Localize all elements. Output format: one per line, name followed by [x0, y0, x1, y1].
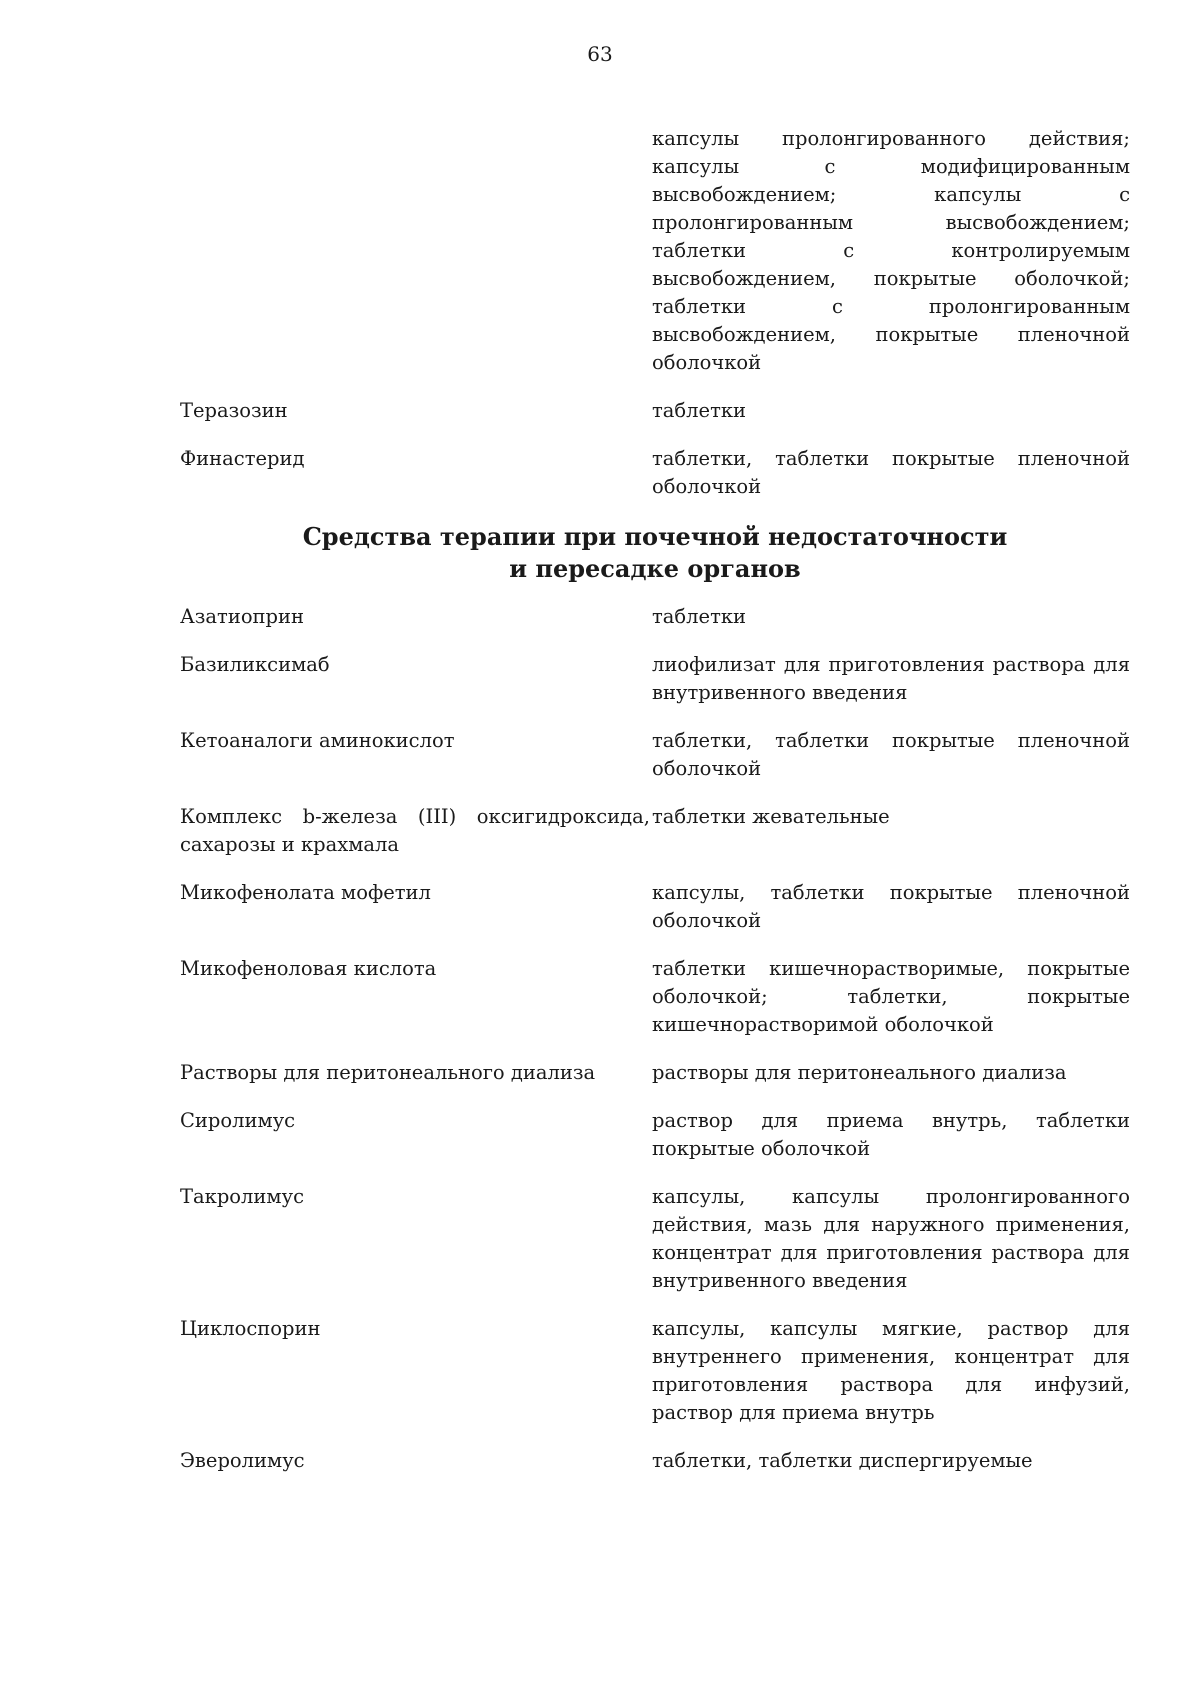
dosage-form: капсулы, капсулы мягкие, раствор для внутреннего применения, концентрат для приготовления раствора для инфузий, раствор для приема внутрь — [652, 1317, 1130, 1424]
table-row — [180, 1059, 1130, 1087]
dosage-form: раствор для приема внутрь, таблетки покрытые оболочкой — [652, 1109, 1130, 1160]
table-row — [180, 397, 1130, 425]
drug-name: Азатиоприн — [180, 605, 305, 628]
dosage-form: капсулы, таблетки покрытые пленочной оболочкой — [652, 881, 1130, 932]
dosage-form: лиофилизат для приготовления раствора для внутривенного введения — [652, 653, 1130, 704]
drug-name: Кетоаналоги аминокислот — [180, 729, 455, 752]
drug-name: Сиролимус — [180, 1109, 296, 1132]
dosage-form: капсулы, капсулы пролонгированного действия, мазь для наружного применения, концентрат для приготовления раствора для внутривенного введения — [652, 1185, 1130, 1292]
dosage-form: растворы для перитонеального диализа — [652, 1061, 1067, 1084]
drug-name: Базиликсимаб — [180, 653, 330, 676]
table-row — [180, 727, 1130, 783]
document-body — [180, 125, 1130, 1475]
table-row — [180, 1183, 1130, 1295]
dosage-form: таблетки жевательные — [652, 805, 890, 828]
table-row — [180, 803, 1130, 859]
drug-name: Теразозин — [180, 399, 288, 422]
table-row — [180, 1107, 1130, 1163]
dosage-form: таблетки — [652, 399, 747, 422]
table-row — [180, 603, 1130, 631]
dosage-form: таблетки, таблетки покрытые пленочной оболочкой — [652, 447, 1130, 498]
dosage-form: таблетки кишечнорастворимые, покрытые оболочкой; таблетки, покрытые кишечнорастворимой оболочкой — [652, 957, 1130, 1036]
table-row — [180, 125, 1130, 377]
drug-name: Микофеноловая кислота — [180, 957, 437, 980]
drug-name: Растворы для перитонеального диализа — [180, 1061, 596, 1084]
table-row — [180, 1447, 1130, 1475]
table-row — [180, 651, 1130, 707]
drug-name: Эверолимус — [180, 1449, 305, 1472]
table-row — [180, 955, 1130, 1039]
drug-name: Комплекс b-железа (III) оксигидроксида, сахарозы и крахмала — [180, 805, 650, 856]
drug-name: Циклоспорин — [180, 1317, 321, 1340]
table-row — [180, 445, 1130, 501]
table-row — [180, 879, 1130, 935]
drug-name: Такролимус — [180, 1185, 304, 1208]
section-title-line-1: Средства терапии при почечной недостаточности — [302, 522, 1008, 551]
drug-name: Микофенолата мофетил — [180, 881, 431, 904]
dosage-form: таблетки — [652, 605, 747, 628]
section-title — [180, 521, 1130, 585]
section-title-line-2: и пересадке органов — [509, 554, 801, 583]
page-number: 63 — [587, 42, 613, 66]
table-row — [180, 1315, 1130, 1427]
drug-name: Финастерид — [180, 447, 305, 470]
dosage-form: капсулы пролонгированного действия; капсулы с модифицированным высвобождением; капсулы с пролонгированным высвобождением; таблетки с контролируемым высвобождением, покрытые оболочкой; таблетки с пролонгированным высвобождением, покрытые пленочной оболочкой — [652, 127, 1130, 374]
dosage-form: таблетки, таблетки покрытые пленочной оболочкой — [652, 729, 1130, 780]
dosage-form: таблетки, таблетки диспергируемые — [652, 1449, 1033, 1472]
